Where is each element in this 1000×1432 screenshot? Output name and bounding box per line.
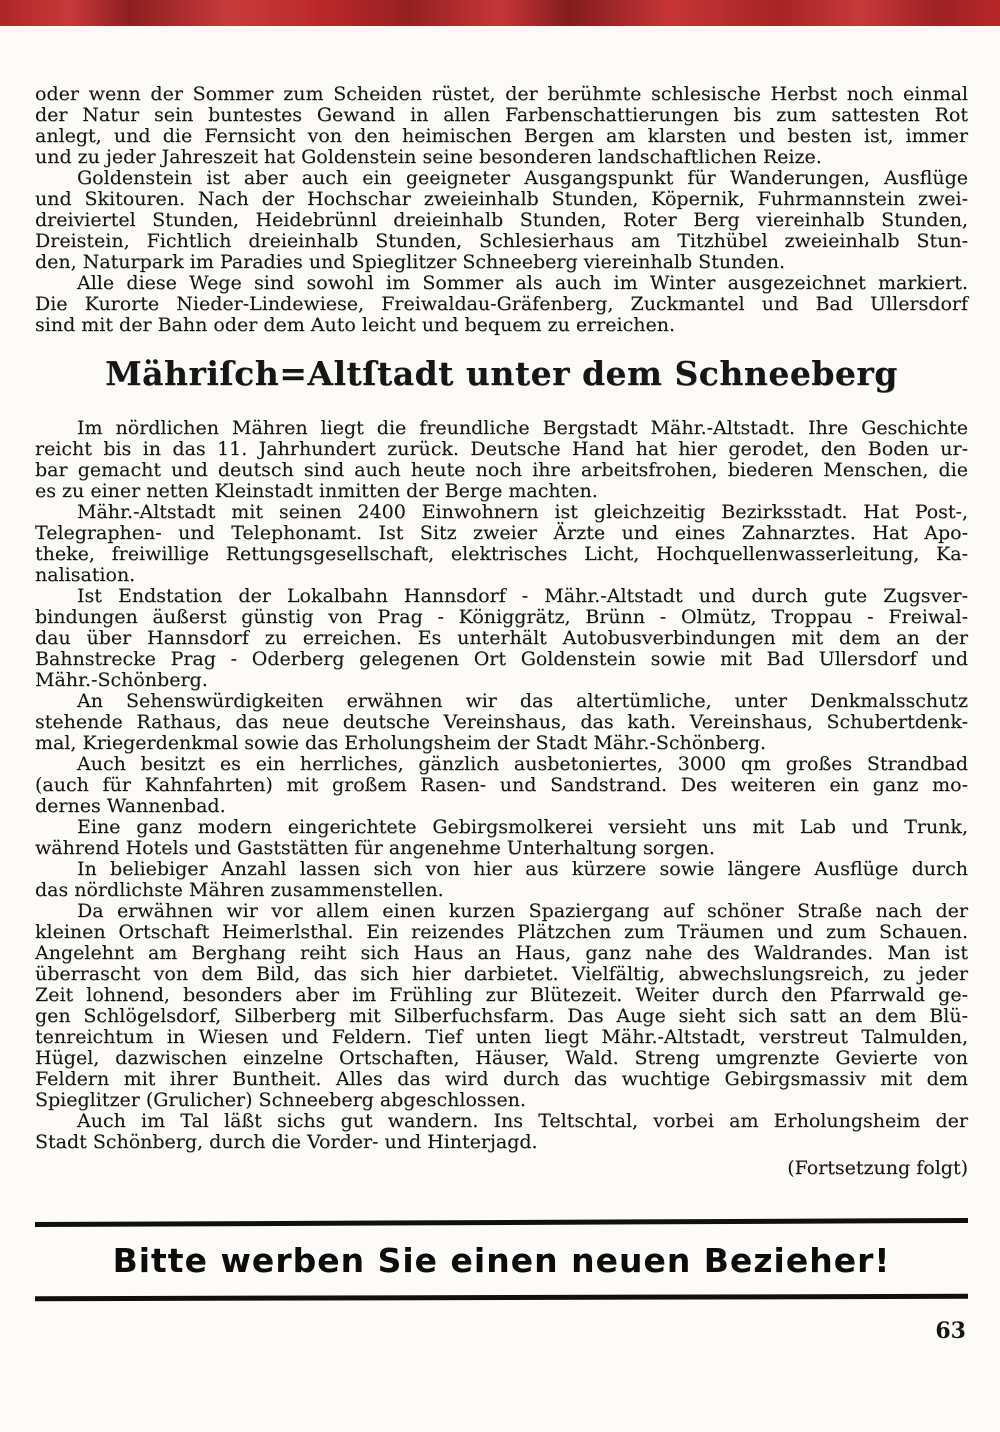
text-line: dau über Hannsdorf zu erreichen. Es unterhält Autobusverbindungen mit dem an der — [35, 627, 968, 649]
text-line: kleinen Ortschaft Heimerlsthal. Ein reizendes Plätzchen zum Träumen und zum Schauen. — [35, 921, 968, 943]
text-line: während Hotels und Gaststätten für angenehme Unterhaltung sorgen. — [35, 837, 715, 859]
text-line: dernes Wannenbad. — [35, 795, 226, 817]
text-line: anlegt, und die Fernsicht von den heimischen Bergen am klarsten und besten ist, immer — [35, 125, 968, 147]
text-line: Dreistein, Fichtlich dreieinhalb Stunden, Schlesierhaus am Titzhübel zweieinhalb Stun- — [35, 230, 968, 252]
text-line: Goldenstein ist aber auch ein geeigneter Ausgangspunkt für Wanderungen, Ausflüge — [77, 167, 968, 189]
paragraph — [35, 1111, 968, 1153]
text-line: In beliebiger Anzahl lassen sich von hier aus kürzere sowie längere Ausflüge durch — [77, 858, 968, 880]
text-line: Auch im Tal läßt sichs gut wandern. Ins Teltschtal, vorbei am Erholungsheim der — [77, 1110, 968, 1132]
text-line: Mähr.-Altstadt mit seinen 2400 Einwohnern ist gleichzeitig Bezirksstadt. Hat Post-, — [77, 501, 968, 523]
text-line: Telegraphen- und Telephonamt. Ist Sitz zweier Ärzte und eines Zahnarztes. Hat Apo- — [35, 522, 968, 544]
text-line: der Natur sein buntestes Gewand in allen Farbenschattierungen bis zum sattesten Rot — [35, 104, 968, 126]
text-line: Auch besitzt es ein herrliches, gänzlich ausbetoniertes, 3000 qm großes Strandbad — [77, 753, 968, 775]
paragraph — [35, 418, 968, 502]
text-line: Im nördlichen Mähren liegt die freundliche Bergstadt Mähr.-Altstadt. Ihre Geschichte — [77, 417, 968, 439]
text-line: Da erwähnen wir vor allem einen kurzen Spaziergang auf schöner Straße nach der — [77, 900, 968, 922]
text-line: Alle diese Wege sind sowohl im Sommer als auch im Winter ausgezeichnet markiert. — [77, 272, 968, 294]
text-line: Spieglitzer (Grulicher) Schneeberg abgeschlossen. — [35, 1089, 526, 1111]
divider-rule-bottom — [35, 1294, 968, 1301]
paragraph — [35, 859, 968, 901]
text-line: Bahnstrecke Prag - Oderberg gelegenen Ort Goldenstein sowie mit Bad Ullersdorf und — [35, 648, 968, 670]
text-line: Angelehnt am Berghang reiht sich Haus an Haus, ganz nahe des Waldrandes. Man ist — [35, 942, 968, 964]
text-line: stehende Rathaus, das neue deutsche Vereinshaus, das kath. Vereinshaus, Schubertdenk- — [35, 711, 968, 733]
text-line: theke, freiwillige Rettungsgesellschaft, elektrisches Licht, Hochquellenwasserleitung, Ka- — [35, 543, 968, 565]
text-line: Eine ganz modern eingerichtete Gebirgsmolkerei versieht uns mit Lab und Trunk, — [77, 816, 968, 838]
paragraph — [35, 901, 968, 1111]
text-line: überrascht von dem Bild, das sich hier darbietet. Vielfältig, abwechslungsreich, zu jeder — [35, 963, 968, 985]
text-line: bar gemacht und deutsch sind auch heute noch ihre arbeitsfrohen, biederen Menschen, die — [35, 459, 968, 481]
paragraph — [35, 586, 968, 691]
text-line: es zu einer netten Kleinstadt inmitten der Berge machten. — [35, 480, 598, 502]
paragraph — [35, 817, 968, 859]
paragraph — [35, 273, 968, 336]
section-heading: Mähriſch=Altſtadt unter dem Schneeberg — [105, 354, 898, 393]
text-line: Die Kurorte Nieder-Lindewiese, Freiwaldau-Gräfenberg, Zuckmantel und Bad Ullersdorf — [35, 293, 968, 315]
text-line: mal, Kriegerdenkmal sowie das Erholungsheim der Stadt Mähr.-Schönberg. — [35, 732, 767, 754]
text-line: reicht bis in das 11. Jahrhundert zurück. Deutsche Hand hat hier gerodet, den Boden ur- — [35, 438, 968, 460]
text-line: Zeit lohnend, besonders aber im Frühling zur Blütezeit. Weiter durch den Pfarrwald ge- — [35, 984, 968, 1006]
continuation-note: (Fortsetzung folgt) — [787, 1157, 968, 1179]
page-number: 63 — [935, 1318, 966, 1344]
intro-paragraphs — [35, 84, 968, 336]
text-line: sind mit der Bahn oder dem Auto leicht und bequem zu erreichen. — [35, 314, 676, 336]
paragraph — [35, 754, 968, 817]
main-paragraphs — [35, 418, 968, 1153]
text-line: und Skitouren. Nach der Hochschar zweieinhalb Stunden, Köpernik, Fuhrmannstein zwei- — [35, 188, 968, 210]
text-line: den, Naturpark im Paradies und Spieglitzer Schneeberg viereinhalb Stunden. — [35, 251, 785, 273]
divider-rule-top — [35, 1218, 968, 1227]
text-line: tenreichtum in Wiesen und Feldern. Tief unten liegt Mähr.-Altstadt, verstreut Talmulden, — [35, 1026, 968, 1048]
text-line: Mähr.-Schönberg. — [35, 669, 208, 691]
paragraph — [35, 502, 968, 586]
page-content — [0, 26, 1000, 1344]
text-line: bindungen äußerst günstig von Prag - Königgrätz, Brünn - Olmütz, Troppau - Freiwal- — [35, 606, 968, 628]
paragraph — [35, 168, 968, 273]
top-color-band — [0, 0, 1000, 26]
text-line: und zu jeder Jahreszeit hat Goldenstein seine besonderen landschaftlichen Reize. — [35, 146, 822, 168]
text-line: Feldern mit ihrer Buntheit. Alles das wird durch das wuchtige Gebirgsmassiv mit dem — [35, 1068, 968, 1090]
paragraph — [35, 691, 968, 754]
text-line: Ist Endstation der Lokalbahn Hannsdorf - Mähr.-Altstadt und durch gute Zugsver- — [77, 585, 968, 607]
text-line: oder wenn der Sommer zum Scheiden rüstet, der berühmte schlesische Herbst noch einmal — [35, 83, 968, 105]
paragraph — [35, 84, 968, 168]
text-line: das nördlichste Mähren zusammenstellen. — [35, 879, 444, 901]
text-line: Hügel, dazwischen einzelne Ortschaften, Häuser, Wald. Streng umgrenzte Gevierte von — [35, 1047, 968, 1069]
subscriber-slogan: Bitte werben Sie einen neuen Bezieher! — [112, 1241, 891, 1280]
text-line: Stadt Schönberg, durch die Vorder- und Hinterjagd. — [35, 1131, 538, 1153]
text-line: nalisation. — [35, 564, 136, 586]
text-line: (auch für Kahnfahrten) mit großem Rasen- und Sandstrand. Des weiteren ein ganz mo- — [35, 774, 968, 796]
text-line: dreiviertel Stunden, Heidebrünnl dreieinhalb Stunden, Roter Berg viereinhalb Stunden, — [35, 209, 968, 231]
text-line: gen Schlögelsdorf, Silberberg mit Silberfuchsfarm. Das Auge sieht sich satt an dem Blü- — [35, 1005, 968, 1027]
text-line: An Sehenswürdigkeiten erwähnen wir das altertümliche, unter Denkmalsschutz — [77, 690, 968, 712]
